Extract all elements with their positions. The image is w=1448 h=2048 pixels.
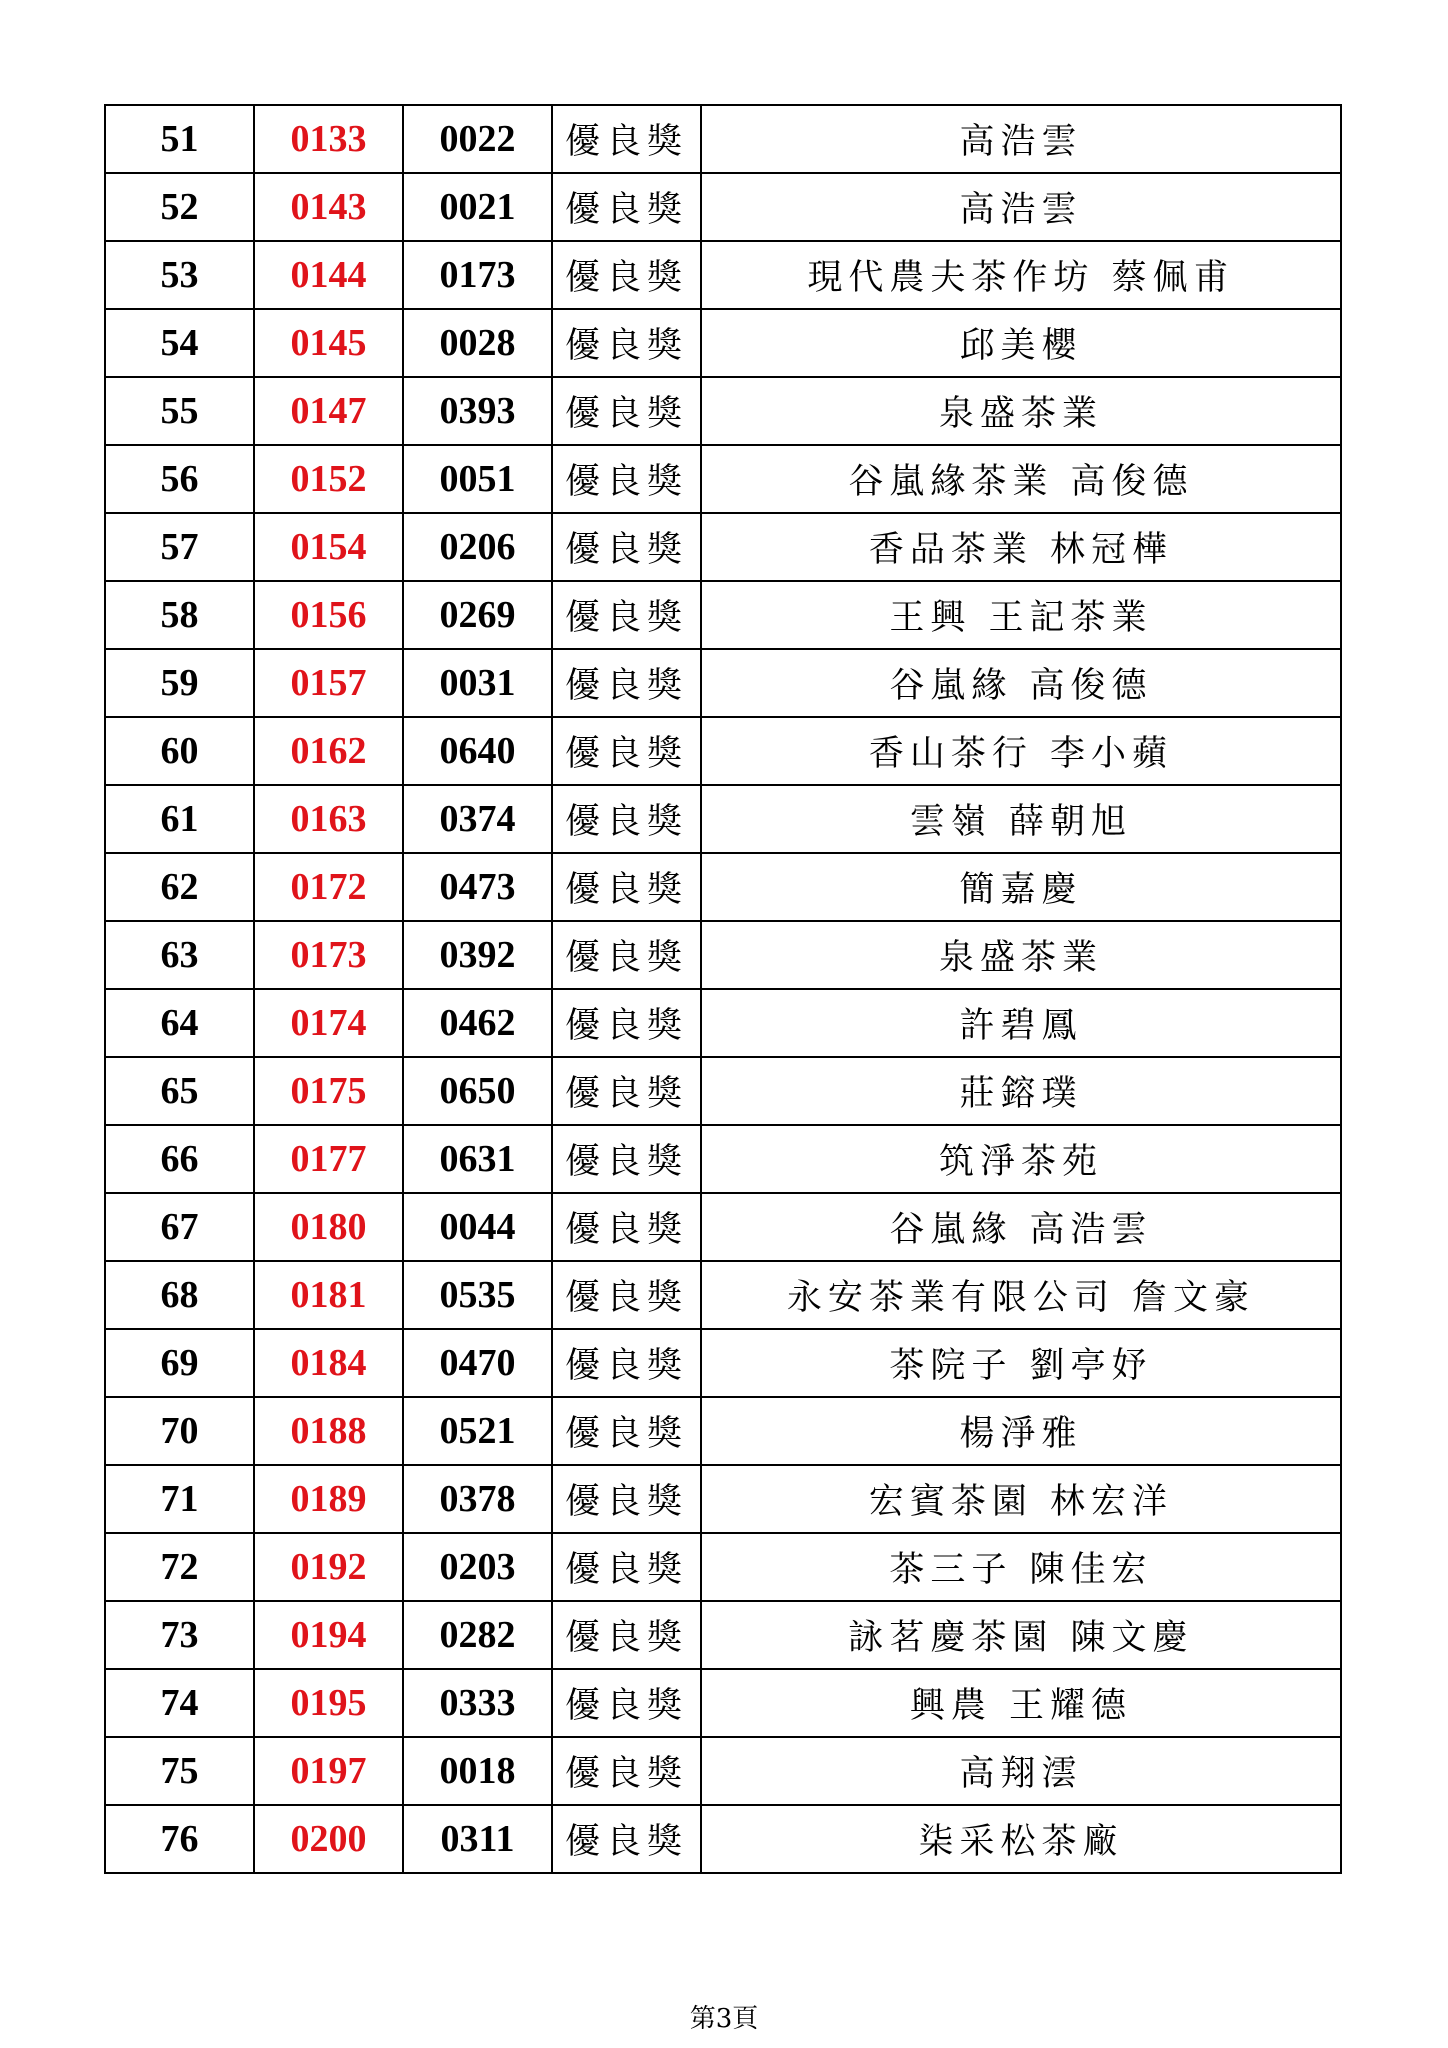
serial-number-cell: 73 xyxy=(105,1601,254,1669)
entry-number-cell: 0311 xyxy=(403,1805,552,1873)
table-row xyxy=(105,649,1341,717)
serial-number-cell: 58 xyxy=(105,581,254,649)
table-row xyxy=(105,173,1341,241)
winner-name-cell: 茶院子 劉亭妤 xyxy=(701,1329,1341,1397)
table-row xyxy=(105,989,1341,1057)
award-level-cell: 優良獎 xyxy=(552,1193,701,1261)
table-row xyxy=(105,1805,1341,1873)
serial-number-cell: 52 xyxy=(105,173,254,241)
sample-code-cell: 0197 xyxy=(254,1737,403,1805)
serial-number-cell: 54 xyxy=(105,309,254,377)
page-number: 第3頁 xyxy=(689,2004,759,2034)
sample-code-cell: 0188 xyxy=(254,1397,403,1465)
award-level-cell: 優良獎 xyxy=(552,785,701,853)
entry-number-cell: 0462 xyxy=(403,989,552,1057)
winner-name-cell: 谷嵐緣 高俊德 xyxy=(701,649,1341,717)
sample-code-cell: 0200 xyxy=(254,1805,403,1873)
entry-number-cell: 0018 xyxy=(403,1737,552,1805)
award-level-cell: 優良獎 xyxy=(552,989,701,1057)
table-row xyxy=(105,445,1341,513)
table-row xyxy=(105,1669,1341,1737)
entry-number-cell: 0473 xyxy=(403,853,552,921)
winner-name-cell: 許碧鳳 xyxy=(701,989,1341,1057)
entry-number-cell: 0521 xyxy=(403,1397,552,1465)
winner-name-cell: 宏賓茶園 林宏洋 xyxy=(701,1465,1341,1533)
sample-code-cell: 0143 xyxy=(254,173,403,241)
table-row xyxy=(105,1057,1341,1125)
serial-number-cell: 55 xyxy=(105,377,254,445)
serial-number-cell: 66 xyxy=(105,1125,254,1193)
winner-name-cell: 興農 王耀德 xyxy=(701,1669,1341,1737)
serial-number-cell: 61 xyxy=(105,785,254,853)
table-row xyxy=(105,1125,1341,1193)
serial-number-cell: 62 xyxy=(105,853,254,921)
winner-name-cell: 邱美櫻 xyxy=(701,309,1341,377)
entry-number-cell: 0051 xyxy=(403,445,552,513)
serial-number-cell: 51 xyxy=(105,105,254,173)
award-level-cell: 優良獎 xyxy=(552,241,701,309)
award-level-cell: 優良獎 xyxy=(552,717,701,785)
winner-name-cell: 高浩雲 xyxy=(701,105,1341,173)
entry-number-cell: 0044 xyxy=(403,1193,552,1261)
sample-code-cell: 0189 xyxy=(254,1465,403,1533)
award-level-cell: 優良獎 xyxy=(552,1737,701,1805)
award-level-cell: 優良獎 xyxy=(552,1329,701,1397)
table-row xyxy=(105,1397,1341,1465)
sample-code-cell: 0192 xyxy=(254,1533,403,1601)
entry-number-cell: 0374 xyxy=(403,785,552,853)
sample-code-cell: 0133 xyxy=(254,105,403,173)
sample-code-cell: 0180 xyxy=(254,1193,403,1261)
entry-number-cell: 0206 xyxy=(403,513,552,581)
sample-code-cell: 0173 xyxy=(254,921,403,989)
serial-number-cell: 71 xyxy=(105,1465,254,1533)
serial-number-cell: 53 xyxy=(105,241,254,309)
table-row xyxy=(105,309,1341,377)
sample-code-cell: 0194 xyxy=(254,1601,403,1669)
winner-name-cell: 莊鎔璞 xyxy=(701,1057,1341,1125)
serial-number-cell: 76 xyxy=(105,1805,254,1873)
table-row xyxy=(105,377,1341,445)
winner-name-cell: 王興 王記茶業 xyxy=(701,581,1341,649)
entry-number-cell: 0333 xyxy=(403,1669,552,1737)
serial-number-cell: 65 xyxy=(105,1057,254,1125)
sample-code-cell: 0154 xyxy=(254,513,403,581)
serial-number-cell: 72 xyxy=(105,1533,254,1601)
winner-name-cell: 香品茶業 林冠樺 xyxy=(701,513,1341,581)
table-row xyxy=(105,1737,1341,1805)
winner-name-cell: 雲嶺 薛朝旭 xyxy=(701,785,1341,853)
winner-name-cell: 楊淨雅 xyxy=(701,1397,1341,1465)
winner-name-cell: 永安茶業有限公司 詹文豪 xyxy=(701,1261,1341,1329)
award-level-cell: 優良獎 xyxy=(552,853,701,921)
winner-name-cell: 現代農夫茶作坊 蔡佩甫 xyxy=(701,241,1341,309)
winner-name-cell: 高浩雲 xyxy=(701,173,1341,241)
entry-number-cell: 0470 xyxy=(403,1329,552,1397)
award-level-cell: 優良獎 xyxy=(552,513,701,581)
sample-code-cell: 0184 xyxy=(254,1329,403,1397)
sample-code-cell: 0163 xyxy=(254,785,403,853)
entry-number-cell: 0021 xyxy=(403,173,552,241)
award-level-cell: 優良獎 xyxy=(552,1465,701,1533)
entry-number-cell: 0031 xyxy=(403,649,552,717)
table-row xyxy=(105,241,1341,309)
table-row xyxy=(105,1601,1341,1669)
award-level-cell: 優良獎 xyxy=(552,649,701,717)
entry-number-cell: 0378 xyxy=(403,1465,552,1533)
winner-name-cell: 谷嵐緣茶業 高俊德 xyxy=(701,445,1341,513)
award-level-cell: 優良獎 xyxy=(552,1397,701,1465)
table-row xyxy=(105,853,1341,921)
winner-name-cell: 柒采松茶廠 xyxy=(701,1805,1341,1873)
serial-number-cell: 67 xyxy=(105,1193,254,1261)
award-level-cell: 優良獎 xyxy=(552,581,701,649)
sample-code-cell: 0145 xyxy=(254,309,403,377)
table-row xyxy=(105,1329,1341,1397)
entry-number-cell: 0022 xyxy=(403,105,552,173)
table-row xyxy=(105,513,1341,581)
winner-name-cell: 香山茶行 李小蘋 xyxy=(701,717,1341,785)
table-row xyxy=(105,581,1341,649)
entry-number-cell: 0640 xyxy=(403,717,552,785)
award-level-cell: 優良獎 xyxy=(552,377,701,445)
winner-name-cell: 詠茗慶茶園 陳文慶 xyxy=(701,1601,1341,1669)
entry-number-cell: 0269 xyxy=(403,581,552,649)
entry-number-cell: 0392 xyxy=(403,921,552,989)
sample-code-cell: 0162 xyxy=(254,717,403,785)
award-level-cell: 優良獎 xyxy=(552,1601,701,1669)
sample-code-cell: 0152 xyxy=(254,445,403,513)
award-level-cell: 優良獎 xyxy=(552,1805,701,1873)
winner-name-cell: 高翔澐 xyxy=(701,1737,1341,1805)
award-level-cell: 優良獎 xyxy=(552,105,701,173)
entry-number-cell: 0535 xyxy=(403,1261,552,1329)
winner-name-cell: 筑淨茶苑 xyxy=(701,1125,1341,1193)
winner-name-cell: 簡嘉慶 xyxy=(701,853,1341,921)
winner-name-cell: 茶三子 陳佳宏 xyxy=(701,1533,1341,1601)
award-level-cell: 優良獎 xyxy=(552,309,701,377)
sample-code-cell: 0195 xyxy=(254,1669,403,1737)
entry-number-cell: 0028 xyxy=(403,309,552,377)
table-row xyxy=(105,921,1341,989)
sample-code-cell: 0181 xyxy=(254,1261,403,1329)
award-level-cell: 優良獎 xyxy=(552,1057,701,1125)
award-level-cell: 優良獎 xyxy=(552,445,701,513)
serial-number-cell: 74 xyxy=(105,1669,254,1737)
winner-name-cell: 泉盛茶業 xyxy=(701,377,1341,445)
winner-name-cell: 泉盛茶業 xyxy=(701,921,1341,989)
entry-number-cell: 0650 xyxy=(403,1057,552,1125)
award-level-cell: 優良獎 xyxy=(552,921,701,989)
table-row xyxy=(105,1533,1341,1601)
sample-code-cell: 0174 xyxy=(254,989,403,1057)
serial-number-cell: 75 xyxy=(105,1737,254,1805)
award-level-cell: 優良獎 xyxy=(552,1669,701,1737)
serial-number-cell: 64 xyxy=(105,989,254,1057)
serial-number-cell: 70 xyxy=(105,1397,254,1465)
table-row xyxy=(105,717,1341,785)
sample-code-cell: 0172 xyxy=(254,853,403,921)
serial-number-cell: 63 xyxy=(105,921,254,989)
table-body xyxy=(105,105,1341,1873)
table-row xyxy=(105,1261,1341,1329)
table-row xyxy=(105,105,1341,173)
entry-number-cell: 0282 xyxy=(403,1601,552,1669)
award-level-cell: 優良獎 xyxy=(552,1261,701,1329)
entry-number-cell: 0631 xyxy=(403,1125,552,1193)
award-level-cell: 優良獎 xyxy=(552,1125,701,1193)
award-level-cell: 優良獎 xyxy=(552,1533,701,1601)
serial-number-cell: 56 xyxy=(105,445,254,513)
serial-number-cell: 69 xyxy=(105,1329,254,1397)
sample-code-cell: 0177 xyxy=(254,1125,403,1193)
entry-number-cell: 0203 xyxy=(403,1533,552,1601)
award-results-table xyxy=(104,104,1342,1874)
entry-number-cell: 0173 xyxy=(403,241,552,309)
sample-code-cell: 0144 xyxy=(254,241,403,309)
entry-number-cell: 0393 xyxy=(403,377,552,445)
sample-code-cell: 0175 xyxy=(254,1057,403,1125)
winner-name-cell: 谷嵐緣 高浩雲 xyxy=(701,1193,1341,1261)
table-row xyxy=(105,1465,1341,1533)
table-row xyxy=(105,1193,1341,1261)
sample-code-cell: 0156 xyxy=(254,581,403,649)
serial-number-cell: 57 xyxy=(105,513,254,581)
award-level-cell: 優良獎 xyxy=(552,173,701,241)
serial-number-cell: 68 xyxy=(105,1261,254,1329)
sample-code-cell: 0147 xyxy=(254,377,403,445)
serial-number-cell: 59 xyxy=(105,649,254,717)
sample-code-cell: 0157 xyxy=(254,649,403,717)
serial-number-cell: 60 xyxy=(105,717,254,785)
table-row xyxy=(105,785,1341,853)
